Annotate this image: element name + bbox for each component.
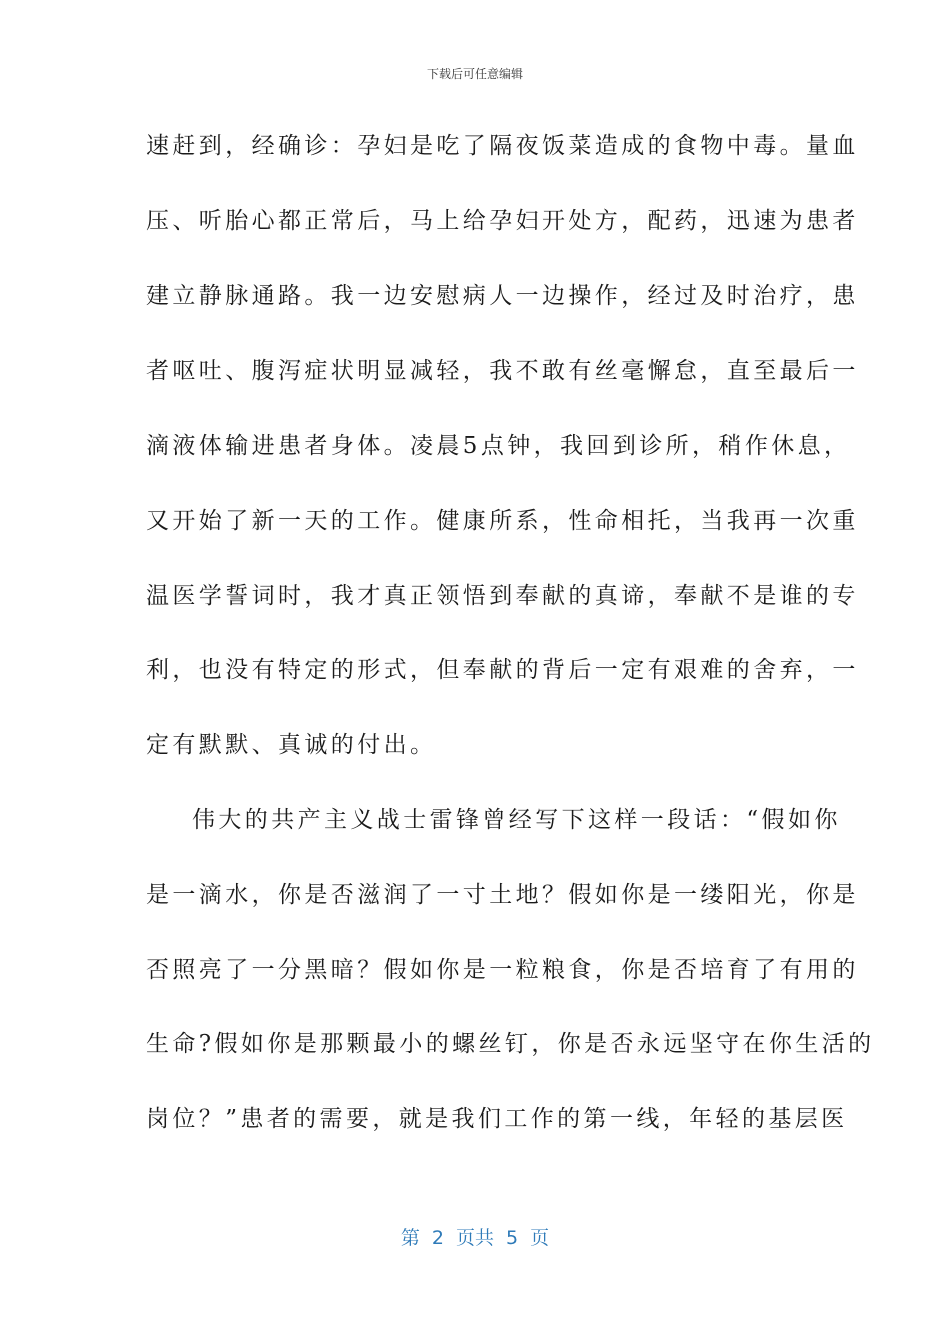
footer-middle: 页共: [455, 1227, 494, 1249]
header-note: 下载后可任意编辑: [426, 67, 523, 81]
body-line: 生命?假如你是那颗最小的螺丝钉，你是否永远坚守在你生活的: [146, 1031, 875, 1057]
body-line: 速赶到，经确诊：孕妇是吃了隔夜饭菜造成的食物中毒。量血: [146, 133, 859, 159]
body-line: 又开始了新一天的工作。健康所系，性命相托，当我再一次重: [146, 508, 859, 534]
page-footer: [0, 1225, 950, 1251]
body-line: 者呕吐、腹泻症状明显减轻，我不敢有丝毫懈怠，直至最后一: [146, 358, 859, 384]
body-line: 岗位？”患者的需要，就是我们工作的第一线，年轻的基层医: [146, 1106, 848, 1132]
body-line: 滴液体输进患者身体。凌晨5点钟，我回到诊所，稍作休息，: [146, 433, 851, 459]
body-line: 压、听胎心都正常后，马上给孕妇开处方，配药，迅速为患者: [146, 208, 859, 234]
body-line: 否照亮了一分黑暗？假如你是一粒粮食，你是否培育了有用的: [146, 957, 859, 983]
footer-page-number: 2: [431, 1227, 444, 1249]
footer-prefix: 第: [400, 1227, 420, 1249]
body-line: 是一滴水，你是否滋润了一寸土地？假如你是一缕阳光，你是: [146, 882, 859, 908]
body-line: 建立静脉通路。我一边安慰病人一边操作，经过及时治疗，患: [146, 283, 859, 309]
paragraph-first-line: 伟大的共产主义战士雷锋曾经写下这样一段话：“假如你: [192, 807, 841, 833]
footer-total-pages: 5: [506, 1227, 519, 1249]
footer-suffix: 页: [530, 1227, 550, 1249]
body-line: 利，也没有特定的形式，但奉献的背后一定有艰难的舍弃，一: [146, 657, 859, 683]
body-line: 温医学誓词时，我才真正领悟到奉献的真谛，奉献不是谁的专: [146, 583, 859, 609]
body-line: 定有默默、真诚的付出。: [146, 732, 437, 758]
